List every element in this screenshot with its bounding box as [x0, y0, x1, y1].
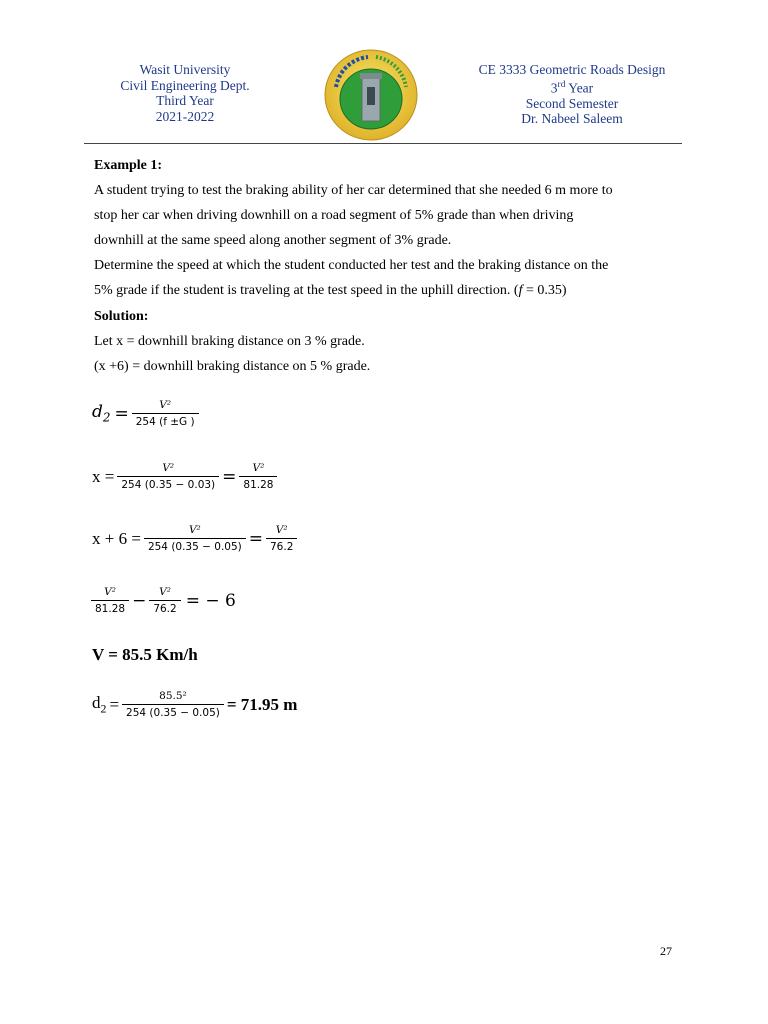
eq2-equals: =: [222, 466, 237, 487]
question-line-2-start: 5% grade if the student is traveling at the test speed in the uphill direction. (: [94, 283, 519, 298]
eq4-rhs: = − 6: [185, 590, 236, 611]
course-year-word: Year: [565, 80, 594, 95]
eq3-numerator-2: V²: [275, 524, 288, 536]
header-left-block: [100, 62, 270, 124]
eq6-equals: =: [109, 694, 120, 714]
equation-x-plus-6: [92, 524, 300, 553]
eq6-denominator: 254 (0.35 − 0.05): [122, 704, 224, 719]
eq2-numerator-2: V²: [252, 462, 265, 474]
eq2-denominator-1: 254 (0.35 − 0.03): [117, 476, 219, 491]
question-line-2-end: = 0.35): [522, 283, 567, 298]
equation-braking-formula: [92, 399, 202, 428]
course-year: [458, 78, 686, 96]
problem-line-1: A student trying to test the braking ability of her car determined that she needed 6 m more to: [94, 183, 613, 198]
eq3-denominator-1: 254 (0.35 − 0.05): [144, 538, 246, 553]
eq1-fraction: [132, 399, 199, 428]
friction-symbol: f: [518, 283, 523, 298]
eq6-lhs: [92, 693, 106, 716]
let-x-statement: Let x = downhill braking distance on 3 % grade.: [94, 334, 365, 349]
eq4-minus: −: [132, 590, 147, 611]
question-line-1: Determine the speed at which the student conducted her test and the braking distance on the: [94, 258, 609, 273]
academic-year: 2021-2022: [155, 108, 215, 124]
department-name: Civil Engineering Dept.: [120, 77, 250, 93]
eq3-fraction-1: [144, 524, 246, 553]
header-right-block: [458, 62, 686, 127]
eq4-fraction-1: [91, 586, 129, 615]
university-logo: [322, 47, 420, 143]
problem-line-3: downhill at the same speed along another segment of 3% grade.: [94, 233, 452, 248]
eq1-denominator: 254 (f ±G ): [132, 413, 199, 428]
eq1-lhs: [92, 402, 110, 424]
eq4-denominator-1: 81.28: [91, 600, 129, 615]
eq6-lhs-sub: 2: [100, 701, 107, 716]
university-name: Wasit University: [139, 62, 231, 77]
eq2-lhs: x =: [92, 466, 115, 486]
eq3-lhs: x + 6 =: [92, 528, 141, 548]
course-year-number: 3: [550, 80, 558, 95]
eq1-equals: =: [114, 403, 129, 424]
eq3-denominator-2: 76.2: [266, 538, 297, 553]
eq2-denominator-2: 81.28: [239, 476, 277, 491]
eq6-numerator: 85.5²: [159, 690, 187, 702]
eq6-rhs: = 71.95 m: [226, 694, 298, 714]
example-title: Example 1:: [94, 158, 163, 173]
instructor-name: Dr. Nabeel Saleem: [521, 111, 623, 126]
eq1-lhs-d: d: [92, 402, 103, 423]
eq2-numerator-1: V²: [162, 462, 175, 474]
solution-title: Solution:: [94, 309, 149, 324]
year-level: Third Year: [156, 93, 214, 108]
eq3-equals: =: [248, 528, 263, 549]
problem-line-2: stop her car when driving downhill on a road segment of 5% grade than when driving: [94, 208, 574, 223]
semester: Second Semester: [525, 95, 619, 111]
course-title: CE 3333 Geometric Roads Design: [478, 62, 666, 77]
eq4-fraction-2: [149, 586, 180, 615]
eq2-fraction-1: [117, 462, 219, 491]
eq4-denominator-2: 76.2: [149, 600, 180, 615]
eq3-fraction-2: [266, 524, 297, 553]
eq4-numerator-1: V²: [104, 586, 116, 598]
equation-x: [92, 462, 280, 491]
eq2-fraction-2: [239, 462, 277, 491]
header-divider: [84, 143, 682, 144]
page-number: 27: [660, 944, 672, 958]
course-year-suffix: rd: [557, 79, 566, 90]
eq6-lhs-d: d: [92, 692, 101, 712]
eq1-numerator: V²: [159, 399, 172, 411]
eq3-numerator-1: V²: [188, 524, 201, 536]
speed-result: V = 85.5 Km/h: [92, 645, 198, 664]
eq4-numerator-2: V²: [159, 586, 171, 598]
equation-difference: [88, 586, 236, 615]
eq1-lhs-sub: 2: [102, 410, 111, 425]
question-line-2: [94, 283, 567, 299]
x-plus-6-statement: (x +6) = downhill braking distance on 5 % grade.: [94, 359, 371, 374]
equation-braking-distance-result: [92, 690, 297, 719]
eq6-fraction: [122, 690, 224, 719]
